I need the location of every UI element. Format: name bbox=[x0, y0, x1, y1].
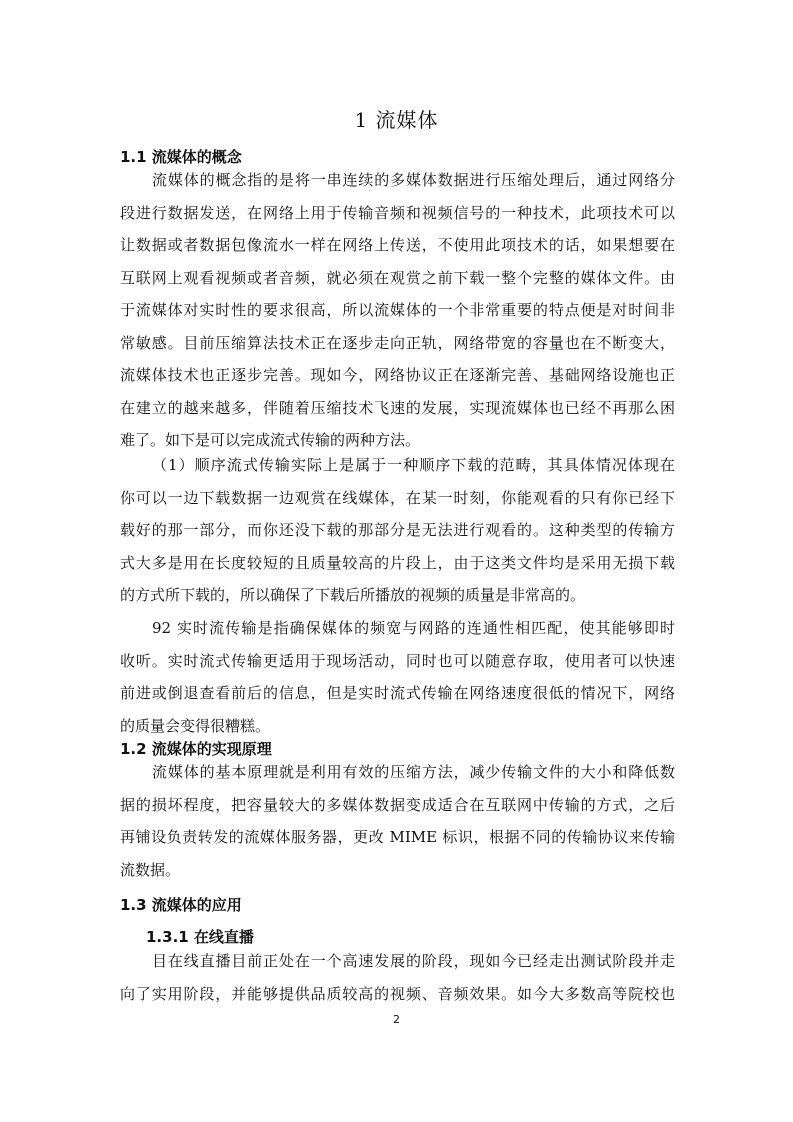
paragraph-line: 段进行数据发送，在网络上用于传输音频和视频信号的一种技术，此项技术可以 bbox=[120, 203, 675, 222]
paragraph-line: 92 实时流传输是指确保媒体的频宽与网路的连通性相匹配，使其能够即时 bbox=[152, 619, 675, 637]
paragraph-line: 你可以一边下载数据一边观赏在线媒体，在某一时刻，你能观看的只有你已经下 bbox=[120, 488, 675, 507]
section-heading-1-2: 1.2 流媒体的实现原理 bbox=[120, 740, 272, 758]
paragraph-line: （1）顺序流式传输实际上是属于一种顺序下载的范畴，其具体情况体现在 bbox=[152, 456, 675, 474]
paragraph-live-broadcast bbox=[120, 945, 675, 1010]
paragraph-line: 流数据。 bbox=[120, 860, 181, 879]
paragraph-sequential-streaming bbox=[120, 449, 675, 612]
paragraph-line: 据的损坏程度，把容量较大的多媒体数据变成适合在互联网中传输的方式，之后 bbox=[120, 795, 675, 814]
paragraph-line: 流媒体的基本原理就是利用有效的压缩方法，减少传输文件的大小和降低数 bbox=[152, 763, 675, 781]
paragraph-line: 常敏感。目前压缩算法技术正在逐步走向正轨，网络带宽的容量也在不断变大， bbox=[120, 333, 675, 352]
paragraph-line: 载好的那一部分，而你还没下载的那部分是无法进行观看的。这种类型的传输方 bbox=[120, 521, 675, 539]
paragraph-line: 向了实用阶段，并能够提供品质较高的视频、音频效果。如今大多数高等院校也 bbox=[120, 984, 675, 1003]
paragraph-line: 的方式所下载的，所以确保了下载后所播放的视频的质量是非常高的。 bbox=[120, 586, 586, 604]
paragraph-line: 再铺设负责转发的流媒体服务器，更改 MIME 标识，根据不同的传输协议来传输 bbox=[120, 828, 675, 846]
paragraph-line: 于流媒体对实时性的要求很高，所以流媒体的一个非常重要的特点便是对时间非 bbox=[120, 301, 675, 319]
paragraph-concept bbox=[120, 164, 675, 457]
paragraph-line: 流媒体技术也正逐步完善。现如今，网络协议正在逐渐完善、基础网络设施也正 bbox=[120, 366, 675, 384]
paragraph-line: 前进或倒退查看前后的信息，但是实时流式传输在网络速度很低的情况下，网络 bbox=[120, 684, 675, 702]
paragraph-line: 的质量会变得很糟糕。 bbox=[120, 716, 271, 735]
paragraph-realtime-streaming bbox=[120, 612, 675, 742]
paragraph-line: 收听。实时流式传输更适用于现场活动，同时也可以随意存取，使用者可以快速 bbox=[120, 651, 675, 670]
chapter-title: 1 流媒体 bbox=[354, 108, 439, 132]
paragraph-line: 互联网上观看视频或者音频，就必须在观赏之前下载一整个完整的媒体文件。由 bbox=[120, 268, 675, 287]
paragraph-principle bbox=[120, 756, 675, 886]
paragraph-line: 在建立的越来越多，伴随着压缩技术飞速的发展，实现流媒体也已经不再那么困 bbox=[120, 398, 675, 417]
page-number: 2 bbox=[393, 1013, 400, 1026]
section-heading-1-3-1: 1.3.1 在线直播 bbox=[146, 928, 254, 946]
paragraph-line: 式大多是用在长度较短的且质量较高的片段上，由于这类文件均是采用无损下载 bbox=[120, 553, 675, 572]
paragraph-line: 流媒体的概念指的是将一串连续的多媒体数据进行压缩处理后，通过网络分 bbox=[152, 171, 675, 189]
paragraph-line: 目在线直播目前正处在一个高速发展的阶段，现如今已经走出测试阶段并走 bbox=[152, 952, 675, 970]
section-heading-1-3: 1.3 流媒体的应用 bbox=[120, 896, 242, 914]
paragraph-line: 让数据或者数据包像流水一样在网络上传送，不使用此项技术的话，如果想要在 bbox=[120, 236, 675, 254]
section-heading-1-1: 1.1 流媒体的概念 bbox=[120, 148, 242, 166]
paragraph-line: 难了。如下是可以完成流式传输的两种方法。 bbox=[120, 431, 421, 449]
